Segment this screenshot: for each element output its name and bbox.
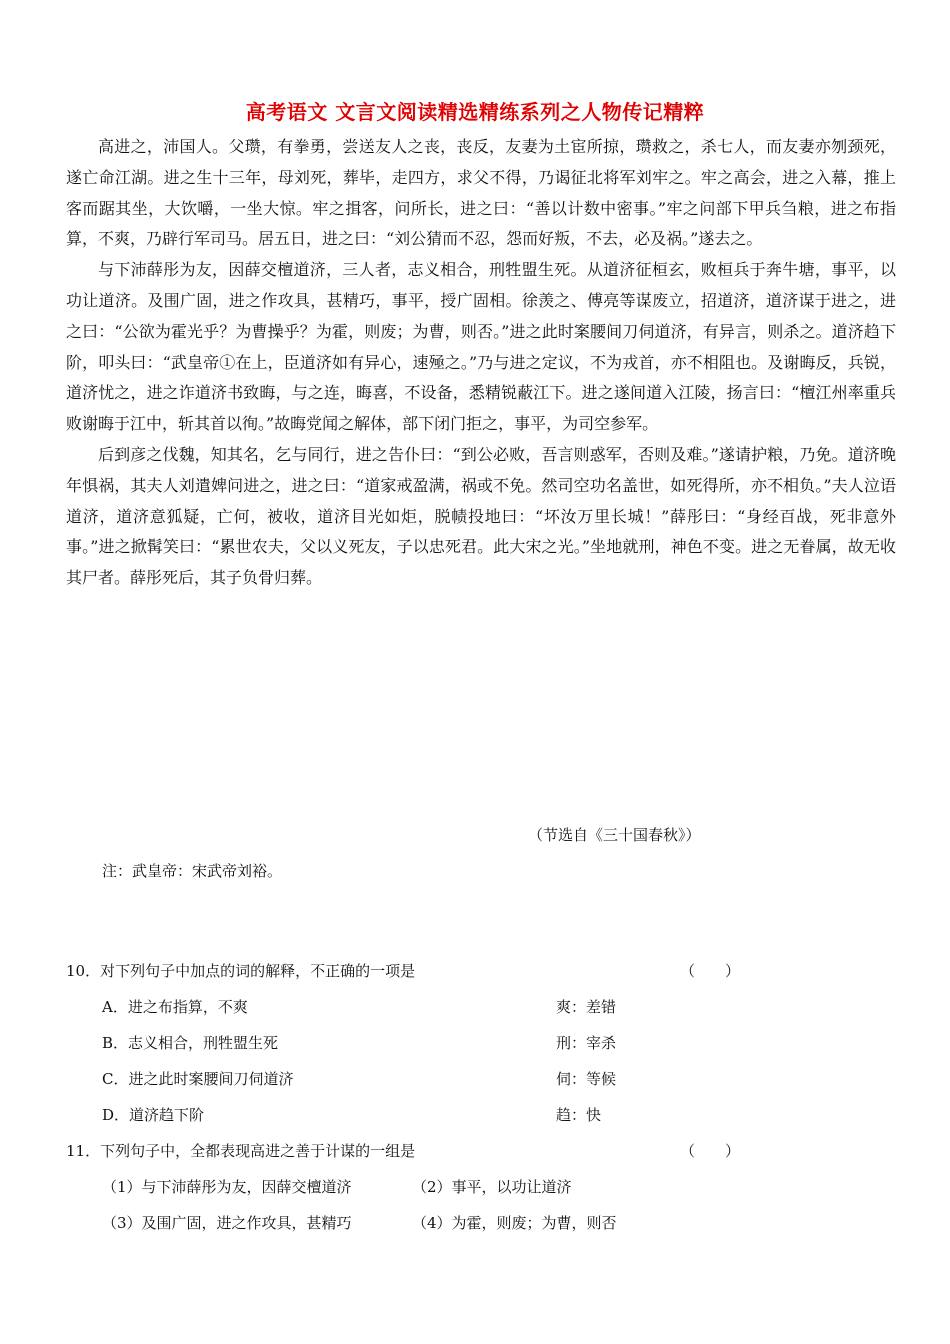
footnote: 注：武皇帝：宋武帝刘裕。 (102, 862, 283, 880)
question-10-option-c: C．进之此时案腰间刀伺道济 (102, 1070, 294, 1088)
question-10-option-b: B．志义相合，刑牲盟生死 (102, 1034, 279, 1052)
passage-paragraph: 与下沛薛彤为友，因薛交檀道济，三人者，志义相合，刑牲盟生死。从道济征桓玄，败桓兵于奔牛塘，事平，以功让道济。及围广固，进之作攻具，甚精巧，事平，授广固相。徐羡之、傅亮等谋废立，招道济，道济谋于进之，进之曰：“公欲为霍光乎？为曹操乎？为霍，则废；为曹，则否。”进之此时案腰间刀伺道济，有异言，则杀之。道济趋下阶，叩头曰：“武皇帝①在上，臣道济如有异心，速殛之。”乃与进之定议，不为戎首，亦不相阻也。及谢晦反，兵锐，道济忧之，进之诈道济书致晦，与之连，晦喜，不设备，悉精锐蔽江下。进之遂间道入江陵，扬言曰：“檀江州率重兵败谢晦于江中，斩其首以徇。”故晦党闻之解体，部下闭门拒之，事平，为司空参军。 (66, 260, 896, 434)
question-10-option-d-gloss: 趋：快 (556, 1106, 602, 1124)
question-10-option-b-gloss: 刑：宰杀 (556, 1034, 617, 1052)
passage (66, 132, 896, 594)
question-10-stem: 10．对下列句子中加点的词的解释，不正确的一项是 (66, 962, 416, 980)
question-11-answer-blank: （ ） (680, 1142, 741, 1160)
question-10-option-a-gloss: 爽：差错 (556, 998, 617, 1016)
passage-paragraph: 高进之，沛国人。父瓒，有拳勇，尝送友人之丧，丧反，友妻为土宦所掠，瓒救之，杀七人，而友妻亦刎颈死，遂亡命江湖。进之生十三年，母刘死，葬毕，走四方，求父不得，乃谒征北将军刘牢之。牢之高会，进之入幕，推上客而踞其坐，大饮嚼，一坐大惊。牢之揖客，问所长，进之曰：“善以计数中密事。”牢之问部下甲兵刍粮，进之布指算，不爽，乃辟行军司马。居五日，进之曰：“刘公猜而不忍，怨而好叛，不去，必及祸。”遂去之。 (66, 137, 896, 249)
question-11-item-3: （3）及围广固，进之作攻具，甚精巧 (102, 1214, 352, 1232)
passage-paragraph: 后到彦之伐魏，知其名，乞与同行，进之告仆曰：“到公必败，吾言则惑军，否则及难。”遂请护粮，乃免。道济晚年惧祸，其夫人刘遣婢问进之，进之曰：“道家戒盈满，祸或不免。然司空功名盖世，如死得所，亦不相负。”夫人泣语道济，道济意狐疑，亡何，被收，道济目光如炬，脱帻投地曰：“坏汝万里长城！”薛彤曰：“身经百战，死非意外事。”进之掀髯笑曰：“累世农夫，父以义死友，子以忠死君。此大宋之光。”坐地就刑，神色不变。进之无眷属，故无收其尸者。薛彤死后，其子负骨归葬。 (66, 444, 896, 588)
question-11-stem: 11．下列句子中，全都表现高进之善于计谋的一组是 (66, 1142, 416, 1160)
document-title: 高考语文 文言文阅读精选精练系列之人物传记精粹 (245, 100, 705, 124)
question-10-answer-blank: （ ） (680, 962, 741, 980)
question-10-option-a: A．进之布指算，不爽 (102, 998, 248, 1016)
question-11-item-1: （1）与下沛薛彤为友，因薛交檀道济 (102, 1178, 352, 1196)
question-10-option-d: D．道济趋下阶 (102, 1106, 205, 1124)
question-11-item-2: （2）事平，以功让道济 (412, 1178, 572, 1196)
source-citation: （节选自《三十国春秋》） (528, 826, 701, 844)
question-10-option-c-gloss: 伺：等候 (556, 1070, 617, 1088)
question-11-item-4: （4）为霍，则废；为曹，则否 (412, 1214, 617, 1232)
